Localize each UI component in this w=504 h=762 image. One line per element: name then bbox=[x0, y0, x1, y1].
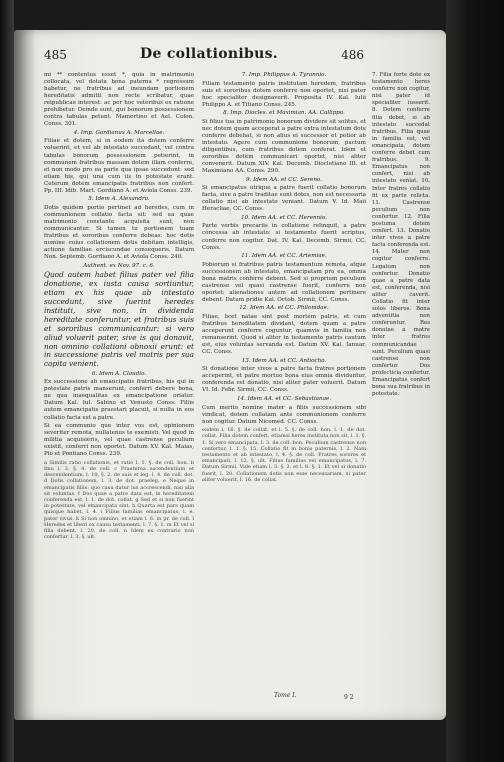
section-heading: 7. Imp. Philippus A. Tyrannio. bbox=[241, 72, 327, 78]
text-paragraph: Si ea communio que inter vos est, opinionem severiter remota, nullatenus te exemisti. Vel quod in militia acquisieris, vel quae castrense peculium existit, conferri non oportet. Datum XV. Kal. Maias, Pio et Pontiano Conss. 239. bbox=[44, 423, 194, 458]
text-paragraph: 7. Filia forte dote ex testamento heres conferre non cogitur, nisi pater id specialiter iusserit. 8. Dotem conferre filia debet, si ab intestato succedat fratribus. Filia quae in familia est, vel emancipata, dotem conferre debet cum fratribus. 9. Emancipatus non confert, nisi ab intestato veniat. 10. Inter fratres collatio fit ex parte relicta. 11. Castrense peculium non confertur. 12. Filia postuma dotem confert. 13. Donatio inter vivos a patre facta conferenda est. 14. Mater non cogitur conferre. Legatum non confertur. Donatio quae a patre data est, conferenda, nisi aliter caverit. Collatio fit inter solos liberos. Bona adventitia non conferuntur. Res donatae a matre inter fratres communicandae sunt. Peculium quasi castrense non confertur. Dos profecticia confertur. Emancipatus confert bona sua fratribus in potestate. bbox=[372, 72, 430, 398]
text-paragraph: Filiae et dotem, si in eodem ita dotem conferre voluerint, et vel ab intestato succedant, vel contra tabulas bonorum possessionem petierint, in communem fratribus massam dotem illam conferre, et non modo pro ea parte qua ipsae succedunt: sed etiam his, qui una cum iis in potestate erant. Ceterum dotem emancipatis fratribus non confert. Pp. III. Idib. Mart. Gordiano A. et Aviola Conss. 239. bbox=[44, 138, 194, 194]
book-edge-right bbox=[446, 0, 504, 762]
text-paragraph: Filiam testamento patris institutam heredem, fratribus suis et sororibus dotem conferre non oportet, nisi pater hoc specialiter designaverit. Proposita IV. Kal. Iulii Philippo A. et Titiano Conss. 245. bbox=[202, 80, 366, 108]
signature-mark: 9 2 bbox=[344, 694, 354, 701]
text-paragraph: Parte verbis precariis in collatione relinquit, a patre concessa ab intestato: si testamento fuerit scriptus, conferre non cogitur. Dat. IV. Kal. Decemb. Sirmii, CC. Conss. bbox=[202, 223, 366, 251]
section-heading: 4. Imp. Gordianus A. Marcellae. bbox=[73, 129, 165, 136]
text-column-left bbox=[44, 72, 194, 687]
section-heading: 9. Idem AA. et CC. Sereno. bbox=[246, 176, 322, 183]
text-paragraph: mi ** contentus esset *, quia in matrimonio collocata, vel dotata bona paterna * regressum habetur, ne fratribus ad ineundam portionem hereditatis admitti non recte scribatur, quae reipublicae interest: ac per hoc veteribus ex ratione prohibetur. Deinde sunt, qui bonorum possessionem contra tabulas petunt. Mamertino et Ael. Colon. Conss. 301. bbox=[44, 72, 194, 128]
book-page bbox=[14, 30, 446, 720]
text-paragraph: Ex successione ab emancipatis fratribus, his qui in potestate patris manserunt, conferri debere bona, ne qua inaequalitas ex emancipatione oriatur. Datum Kal. Iul. Sabino et Venusto Conss. Filiis autem emancipatis praestari placuit, si nulla in eos collatio facta est a patre. bbox=[44, 379, 194, 421]
text-paragraph: Si donatione inter vivos a patre facta fratres portionem acceperint, et patre mortuo bona eius omnia dividuntur, conferenda est donatio, nisi aliter pater voluerit. Datum VI. Id. Febr. Sirmii, CC. Conss. bbox=[202, 366, 366, 394]
folio-right: 486 bbox=[341, 48, 364, 62]
footnotes: a Similis ratio collationis, et ratio l. 1. §. de coll. bon. b Imo l. 3. §. 4. de coll. c Praeterea ascendentium et descendentium, l. 10. §. 2. de suis et leg. l. 4. de coll. dot. d Dotis collationem, l. 3. de dot. praeleg. e Neque in emancipatis filiis: quo casu datur ius accrescendi, nisi alia sit voluntas. f Dos quae a patre data est, in hereditatem conferenda est, l. 1. de dot. collat. g Sed et si non fuerint in potestate, vel emancipata sint. h Quarta est pars quam quisque habet, l. 4. i Filius familias emancipatus, i. e. pater vivus. k Si non omnino, et etiam l. 6. in pr. de coll. l Heredes et liberi ex causa testamenti, l. 7. §. 1. m Et vel si filia debent, l. 20. de coll. n Idem ex contrario non confertur, l. 3. §. ult. bbox=[44, 459, 194, 541]
section-heading: Authent. ex Nov. 97. c. 6. bbox=[83, 262, 155, 269]
section-heading: 10. Idem AA. et CC. Herennio. bbox=[241, 214, 327, 221]
text-paragraph: Dotis quidem portio pertinet ad heredes, cum in communionem collatio facta sit: sed ea quae matrimonio constante acquisita sunt, non communicantur. Si tamen tu portionem tuam fratribus et sororibus conferre debeas: hoc dotis nomine cuius collationem dotis debitam intelligis, actione familiae erciscundae consequeris. Datum Non. Septemb. Gordiano A. et Aviola Conss. 240. bbox=[44, 204, 194, 261]
text-paragraph: Pobiorum si fratribus patris testamentum remota, atque successionem ab intestato, emancipatam pro ea, omnia bona matris conferre debent. Sed si proprium peculium castrense vel quasi castrense fuerit, conferre non oportet: alienationes autem ad collationem pertinere debent. Datum pridie Kal. Octob. Sirmii, CC. Conss. bbox=[202, 261, 366, 303]
text-paragraph: Cum merito nomine mater a filiis successionem sibi vindicat, dotem collatam ante communionem conferre non cogitur. Datum Nicomed. CC. Conss. bbox=[202, 404, 366, 425]
text-paragraph: Filiae, licet natae sint post mortem patris, et cum fratribus hereditatem dividant, dotem quam a patre acceperunt conferre coguntur, quamvis in familia non remanserint. Quod si aliter in testamento patris cautum est, eius voluntas servanda est. Datum XV. Kal. Ianuar. CC. Conss. bbox=[202, 314, 366, 356]
text-paragraph: Quod autem habet filius pater vel filia donatione, ex iusta causa sortiuntur, etiam ex his quae ab intestato succedunt, sive fuerint heredes instituti, sive non, in dividenda hereditate conferuntur, et fratribus suis et sororibus communicantur: si vero aliud voluerit pater, sive is qui donavit, non omnino collationi obnoxii erunt: et in successione patris vel matris per sua capita venient. bbox=[44, 270, 194, 369]
text-paragraph: Si filius tua in patrimonio bonorum dividere sit solitus, et nec dotem quam acceperat a patre extra intestatum dote conferre debebat, si non alius ei successor et potior ab intestato. Agere cum communione bonorum, pactum diligentibus, cum fratribus dotem conferat. Idem et sororibus dotem communicari oportet, nisi aliter convenerit. Datum XIV. Kal. Decemb. Diocletiano III. et Maximiano AA. Conss. 290. bbox=[202, 118, 366, 175]
text-column-middle bbox=[202, 72, 366, 687]
page-title: De collationibus. bbox=[140, 46, 278, 62]
section-heading: 11. Idem AA. et CC. Artemiae. bbox=[241, 253, 327, 260]
text-paragraph: Si emancipatus utrique a patre fuerit collatio bonorum facta, sive a patre traditae sunt dotes, non est necessaria collatio nisi ab intestato veniant. Datum V. Id. Maii Heracliae, CC. Conss. bbox=[202, 185, 366, 213]
footnotes: eadem l. 16. §. de collat. et l. 5. §. de coll. bon. l. 1. de dot. collat. Filia dotem confert, etiamsi heres instituta non sit, l. 1. §. 1. Si vero emancipata, l. 3. de coll. bon. Peculium castrense non confertur, l. 1. §. 15. Collatio fit in bonis paternis, l. 2. Nam testamento et ab intestato, l. 4. §. de coll. Fratres sorores et emancipati, l. 12. §. ult. Filius familias vel emancipatus, l. 7. Datum Sirmii. Vide etiam l. 3. §. 2. et l. 8. §. 1. Et vel si donatio fuerit, l. 20. Collationem dotis non esse necessariam, si pater aliter voluerit, l. 16. de collat. bbox=[202, 427, 366, 483]
section-heading: 12. Idem AA. et CC. Philonidae. bbox=[239, 305, 329, 312]
section-heading: 6. Idem A. Claudio. bbox=[91, 370, 147, 377]
marginal-notes-column bbox=[372, 72, 430, 687]
section-heading: 5. Idem A. Alexandro. bbox=[88, 196, 150, 203]
book-edge-left bbox=[0, 0, 14, 762]
section-heading: 14. Idem AA. et CC. Sebastianae. bbox=[236, 396, 332, 403]
catchword: Tome I. bbox=[274, 692, 297, 699]
section-heading: 8. Imp. Diocles. et Maximian. AA. Callippo. bbox=[223, 110, 345, 117]
section-heading: 13. Idem AA. et CC. Antiocho. bbox=[241, 357, 327, 364]
running-head bbox=[44, 44, 432, 66]
gutter-shadow bbox=[14, 30, 36, 720]
folio-left: 485 bbox=[44, 48, 67, 62]
